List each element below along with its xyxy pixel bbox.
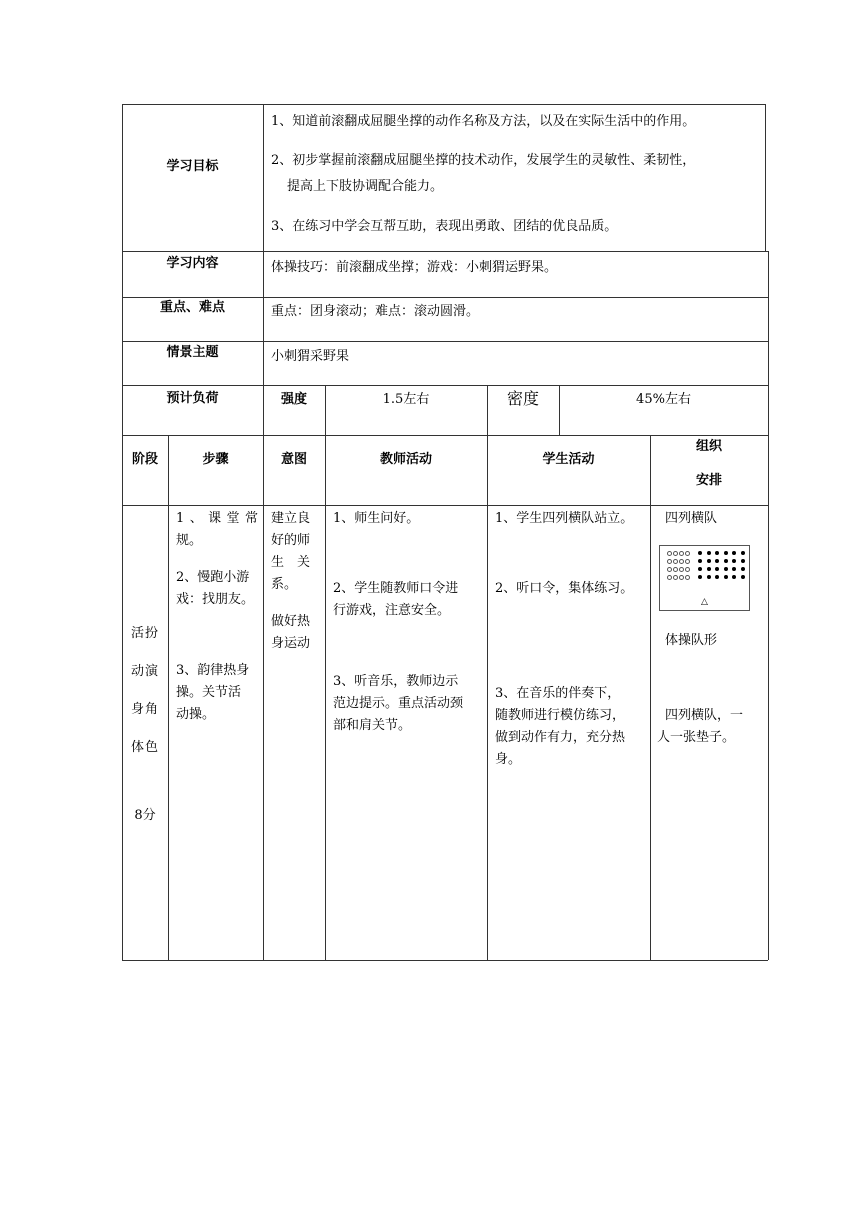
step-3-line-1: 3、韵律热身 bbox=[176, 663, 250, 678]
teacher-activity-3-line-1: 3、听音乐，教师边示 bbox=[333, 674, 459, 689]
key-points-label: 重点、难点 bbox=[159, 300, 225, 315]
formation-filled-dot bbox=[715, 551, 719, 555]
step-3-line-2: 操。关节活 bbox=[176, 685, 242, 700]
table-border-bottom bbox=[122, 960, 768, 961]
step-3-line-3: 动操。 bbox=[176, 707, 216, 722]
formation-filled-dot bbox=[715, 567, 719, 571]
header-teacher-activity: 教师活动 bbox=[379, 452, 432, 467]
teacher-activity-3-line-2: 范边提示。重点活动颈 bbox=[333, 696, 464, 711]
student-activity-2: 2、听口令，集体练习。 bbox=[495, 581, 634, 596]
table-border-right bbox=[768, 251, 769, 960]
intent-1-line-2: 好的师 bbox=[271, 533, 311, 548]
formation-filled-dot bbox=[698, 559, 702, 563]
load-label: 预计负荷 bbox=[166, 391, 219, 406]
table-border-left bbox=[122, 104, 123, 960]
step-2-line-1: 2、慢跑小游 bbox=[176, 570, 250, 585]
objective-item-2-continued: 提高上下肢协调配合能力。 bbox=[287, 179, 444, 194]
row-divider bbox=[122, 435, 768, 436]
intent-1-line-1: 建立良 bbox=[271, 511, 311, 526]
density-label: 密度 bbox=[506, 389, 539, 408]
stage-name-char: 扮 bbox=[145, 626, 159, 641]
formation-hollow-circle bbox=[679, 551, 684, 556]
formation-hollow-circle bbox=[667, 567, 672, 572]
header-stage: 阶段 bbox=[131, 452, 158, 467]
formation-filled-dot bbox=[715, 575, 719, 579]
formation-hollow-circle bbox=[667, 551, 672, 556]
stage-name-char: 角 bbox=[145, 702, 159, 717]
header-steps: 步骤 bbox=[202, 452, 229, 467]
formation-filled-dot bbox=[724, 575, 728, 579]
formation-hollow-circle bbox=[679, 559, 684, 564]
stage-name-char: 演 bbox=[145, 664, 159, 679]
formation-filled-dot bbox=[707, 559, 711, 563]
formation-hollow-circle bbox=[673, 575, 678, 580]
intensity-value: 1.5左右 bbox=[382, 392, 430, 407]
organization-2: 体操队形 bbox=[665, 633, 718, 648]
formation-hollow-circle bbox=[667, 575, 672, 580]
table-border-top bbox=[122, 104, 765, 105]
formation-filled-dot bbox=[732, 575, 736, 579]
formation-hollow-circle bbox=[685, 575, 690, 580]
content-value: 体操技巧：前滚翻成坐撑；游戏：小刺猬运野果。 bbox=[271, 260, 558, 275]
formation-filled-dot bbox=[707, 551, 711, 555]
density-value: 45%左右 bbox=[636, 392, 691, 407]
formation-hollow-circle bbox=[673, 559, 678, 564]
formation-hollow-circle bbox=[673, 551, 678, 556]
header-organization-2: 安排 bbox=[695, 473, 722, 488]
step-2-line-2: 戏：找朋友。 bbox=[176, 592, 255, 607]
formation-filled-dot bbox=[741, 567, 745, 571]
formation-filled-dot bbox=[724, 567, 728, 571]
stage-name-char: 动 bbox=[131, 664, 145, 679]
row-divider bbox=[122, 251, 768, 252]
row-divider bbox=[122, 505, 768, 506]
formation-filled-dot bbox=[741, 559, 745, 563]
objective-item-3: 3、在练习中学会互帮互助，表现出勇敢、团结的优良品质。 bbox=[271, 219, 618, 234]
column-divider bbox=[263, 104, 264, 960]
student-activity-3-line-1: 3、在音乐的伴奏下， bbox=[495, 686, 621, 701]
row-divider bbox=[122, 341, 768, 342]
theme-value: 小刺猬采野果 bbox=[271, 349, 350, 364]
formation-hollow-circle bbox=[679, 567, 684, 572]
formation-hollow-circle bbox=[667, 559, 672, 564]
key-points-value: 重点：团身滚动；难点：滚动圆滑。 bbox=[271, 304, 480, 319]
column-divider bbox=[168, 435, 169, 960]
stage-name-char: 色 bbox=[145, 740, 159, 755]
organization-3-line-2: 人一张垫子。 bbox=[657, 730, 736, 745]
column-divider bbox=[325, 385, 326, 960]
intent-1-line-3: 生 关 bbox=[271, 555, 311, 570]
formation-hollow-circle bbox=[685, 559, 690, 564]
formation-filled-dot bbox=[732, 567, 736, 571]
formation-filled-dot bbox=[741, 551, 745, 555]
row-divider bbox=[122, 385, 768, 386]
teacher-activity-2-line-1: 2、学生随教师口令进 bbox=[333, 581, 459, 596]
formation-hollow-circle bbox=[673, 567, 678, 572]
formation-filled-dot bbox=[724, 551, 728, 555]
student-activity-3-line-4: 身。 bbox=[495, 752, 522, 767]
column-divider bbox=[650, 435, 651, 960]
student-activity-3-line-2: 随教师进行模仿练习， bbox=[495, 708, 626, 723]
formation-hollow-circle bbox=[685, 567, 690, 572]
formation-filled-dot bbox=[732, 559, 736, 563]
formation-filled-dot bbox=[698, 575, 702, 579]
header-organization-1: 组织 bbox=[695, 439, 722, 454]
formation-filled-dot bbox=[741, 575, 745, 579]
intent-1-line-4: 系。 bbox=[271, 577, 298, 592]
objective-item-1: 1、知道前滚翻成屈腿坐撑的动作名称及方法，以及在实际生活中的作用。 bbox=[271, 114, 696, 129]
formation-filled-dot bbox=[732, 551, 736, 555]
intensity-label: 强度 bbox=[280, 392, 307, 407]
step-1-line-2: 规。 bbox=[176, 533, 203, 548]
student-activity-3-line-3: 做到动作有力，充分热 bbox=[495, 730, 626, 745]
stage-time: 8分 bbox=[134, 808, 156, 823]
formation-diagram bbox=[659, 545, 750, 611]
objective-item-2: 2、初步掌握前滚翻成屈腿坐撑的技术动作，发展学生的灵敏性、柔韧性， bbox=[271, 153, 696, 168]
header-intent: 意图 bbox=[280, 452, 307, 467]
content-label: 学习内容 bbox=[166, 256, 219, 271]
organization-1: 四列横队 bbox=[665, 511, 718, 526]
stage-name-char: 体 bbox=[131, 740, 145, 755]
formation-filled-dot bbox=[707, 575, 711, 579]
formation-hollow-circle bbox=[679, 575, 684, 580]
teacher-activity-3-line-3: 部和肩关节。 bbox=[333, 718, 412, 733]
objectives-label: 学习目标 bbox=[166, 159, 219, 174]
formation-filled-dot bbox=[698, 567, 702, 571]
theme-label: 情景主题 bbox=[166, 345, 219, 360]
formation-filled-dot bbox=[698, 551, 702, 555]
formation-filled-dot bbox=[715, 559, 719, 563]
column-divider bbox=[487, 385, 488, 960]
formation-hollow-circle bbox=[685, 551, 690, 556]
teacher-activity-2-line-2: 行游戏，注意安全。 bbox=[333, 603, 451, 618]
formation-filled-dot bbox=[707, 567, 711, 571]
intent-2-line-2: 身运动 bbox=[271, 636, 311, 651]
intent-2-line-1: 做好热 bbox=[271, 614, 311, 629]
formation-filled-dot bbox=[724, 559, 728, 563]
teacher-position-marker: △ bbox=[701, 597, 708, 607]
header-student-activity: 学生活动 bbox=[542, 452, 595, 467]
stage-name-char: 身 bbox=[131, 702, 145, 717]
teacher-activity-1: 1、师生问好。 bbox=[333, 511, 420, 526]
stage-name-char: 活 bbox=[131, 626, 145, 641]
organization-3-line-1: 四列横队，一 bbox=[665, 708, 744, 723]
student-activity-1: 1、学生四列横队站立。 bbox=[495, 511, 634, 526]
step-1-line-1: 1、课堂常 bbox=[176, 511, 258, 526]
